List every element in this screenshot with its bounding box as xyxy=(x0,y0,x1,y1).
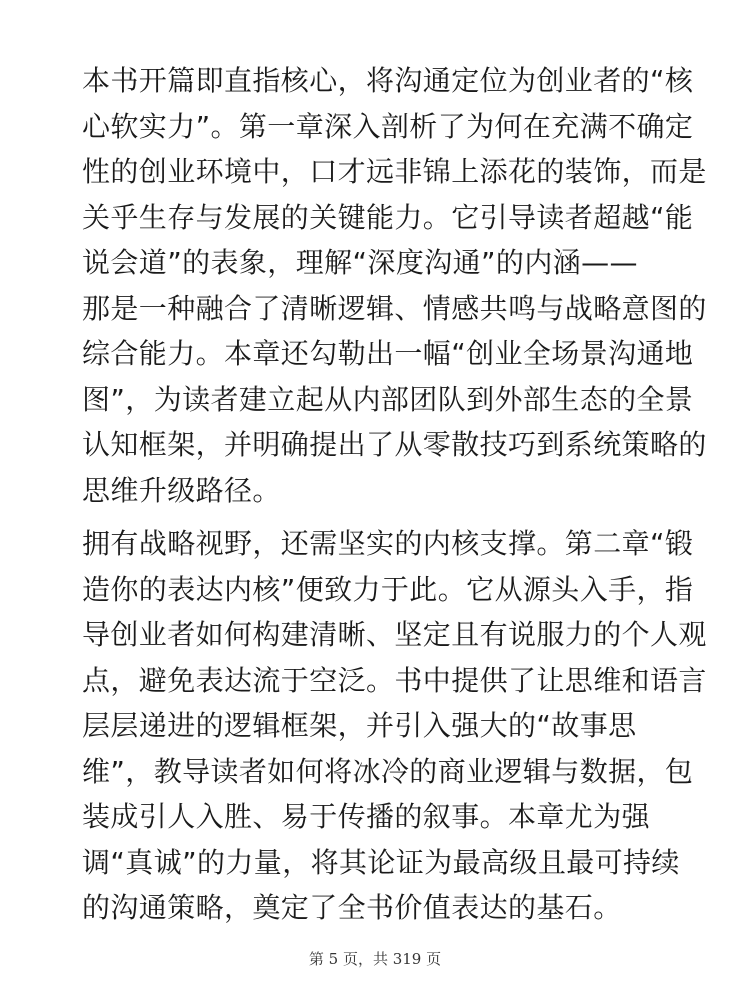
paragraph-2 xyxy=(82,521,707,931)
text-line: 关乎生存与发展的关键能力。它引导读者超越“能 xyxy=(82,200,694,234)
text-line: 认知框架，并明确提出了从零散技巧到系统策略的 xyxy=(82,428,707,461)
text-line: 心软实力”。第一章深入剖析了为何在充满不确定 xyxy=(82,109,694,143)
text-line: 点，避免表达流于空泛。书中提供了让思维和语言 xyxy=(82,663,707,697)
text-line: 综合能力。本章还勾勒出一幅“创业全场景沟通地 xyxy=(82,337,694,370)
page-number-footer: 第 5 页，共 319 页 xyxy=(308,950,442,968)
text-line: 造你的表达内核”便致力于此。它从源头入手，指 xyxy=(82,572,694,606)
text-line: 装成引人入胜、易于传播的叙事。本章尤为强 xyxy=(82,800,651,833)
text-line: 思维升级路径。 xyxy=(82,473,281,507)
document-body xyxy=(82,58,707,931)
text-line: 层层递进的逻辑框架，并引入强大的“故事思 xyxy=(82,709,637,742)
text-line: 性的创业环境中，口才远非锦上添花的装饰，而是 xyxy=(82,155,707,188)
paragraph-1 xyxy=(82,58,707,513)
text-line: 导创业者如何构建清晰、坚定且有说服力的个人观 xyxy=(82,618,707,651)
text-line: 调“真诚”的力量，将其论证为最高级且最可持续 xyxy=(82,845,680,879)
text-line: 维”，教导读者如何将冰冷的商业逻辑与数据，包 xyxy=(82,754,694,788)
text-line: 本书开篇即直指核心，将沟通定位为创业者的“核 xyxy=(82,64,694,97)
text-line: 说会道”的表象，理解“深度沟通”的内涵—— xyxy=(82,246,638,279)
text-line: 图”，为读者建立起从内部团队到外部生态的全景 xyxy=(82,382,694,416)
text-line: 的沟通策略，奠定了全书价值表达的基石。 xyxy=(82,891,622,924)
text-line: 那是一种融合了清晰逻辑、情感共鸣与战略意图的 xyxy=(82,291,707,325)
text-line: 拥有战略视野，还需坚实的内核支撑。第二章“锻 xyxy=(82,527,694,560)
